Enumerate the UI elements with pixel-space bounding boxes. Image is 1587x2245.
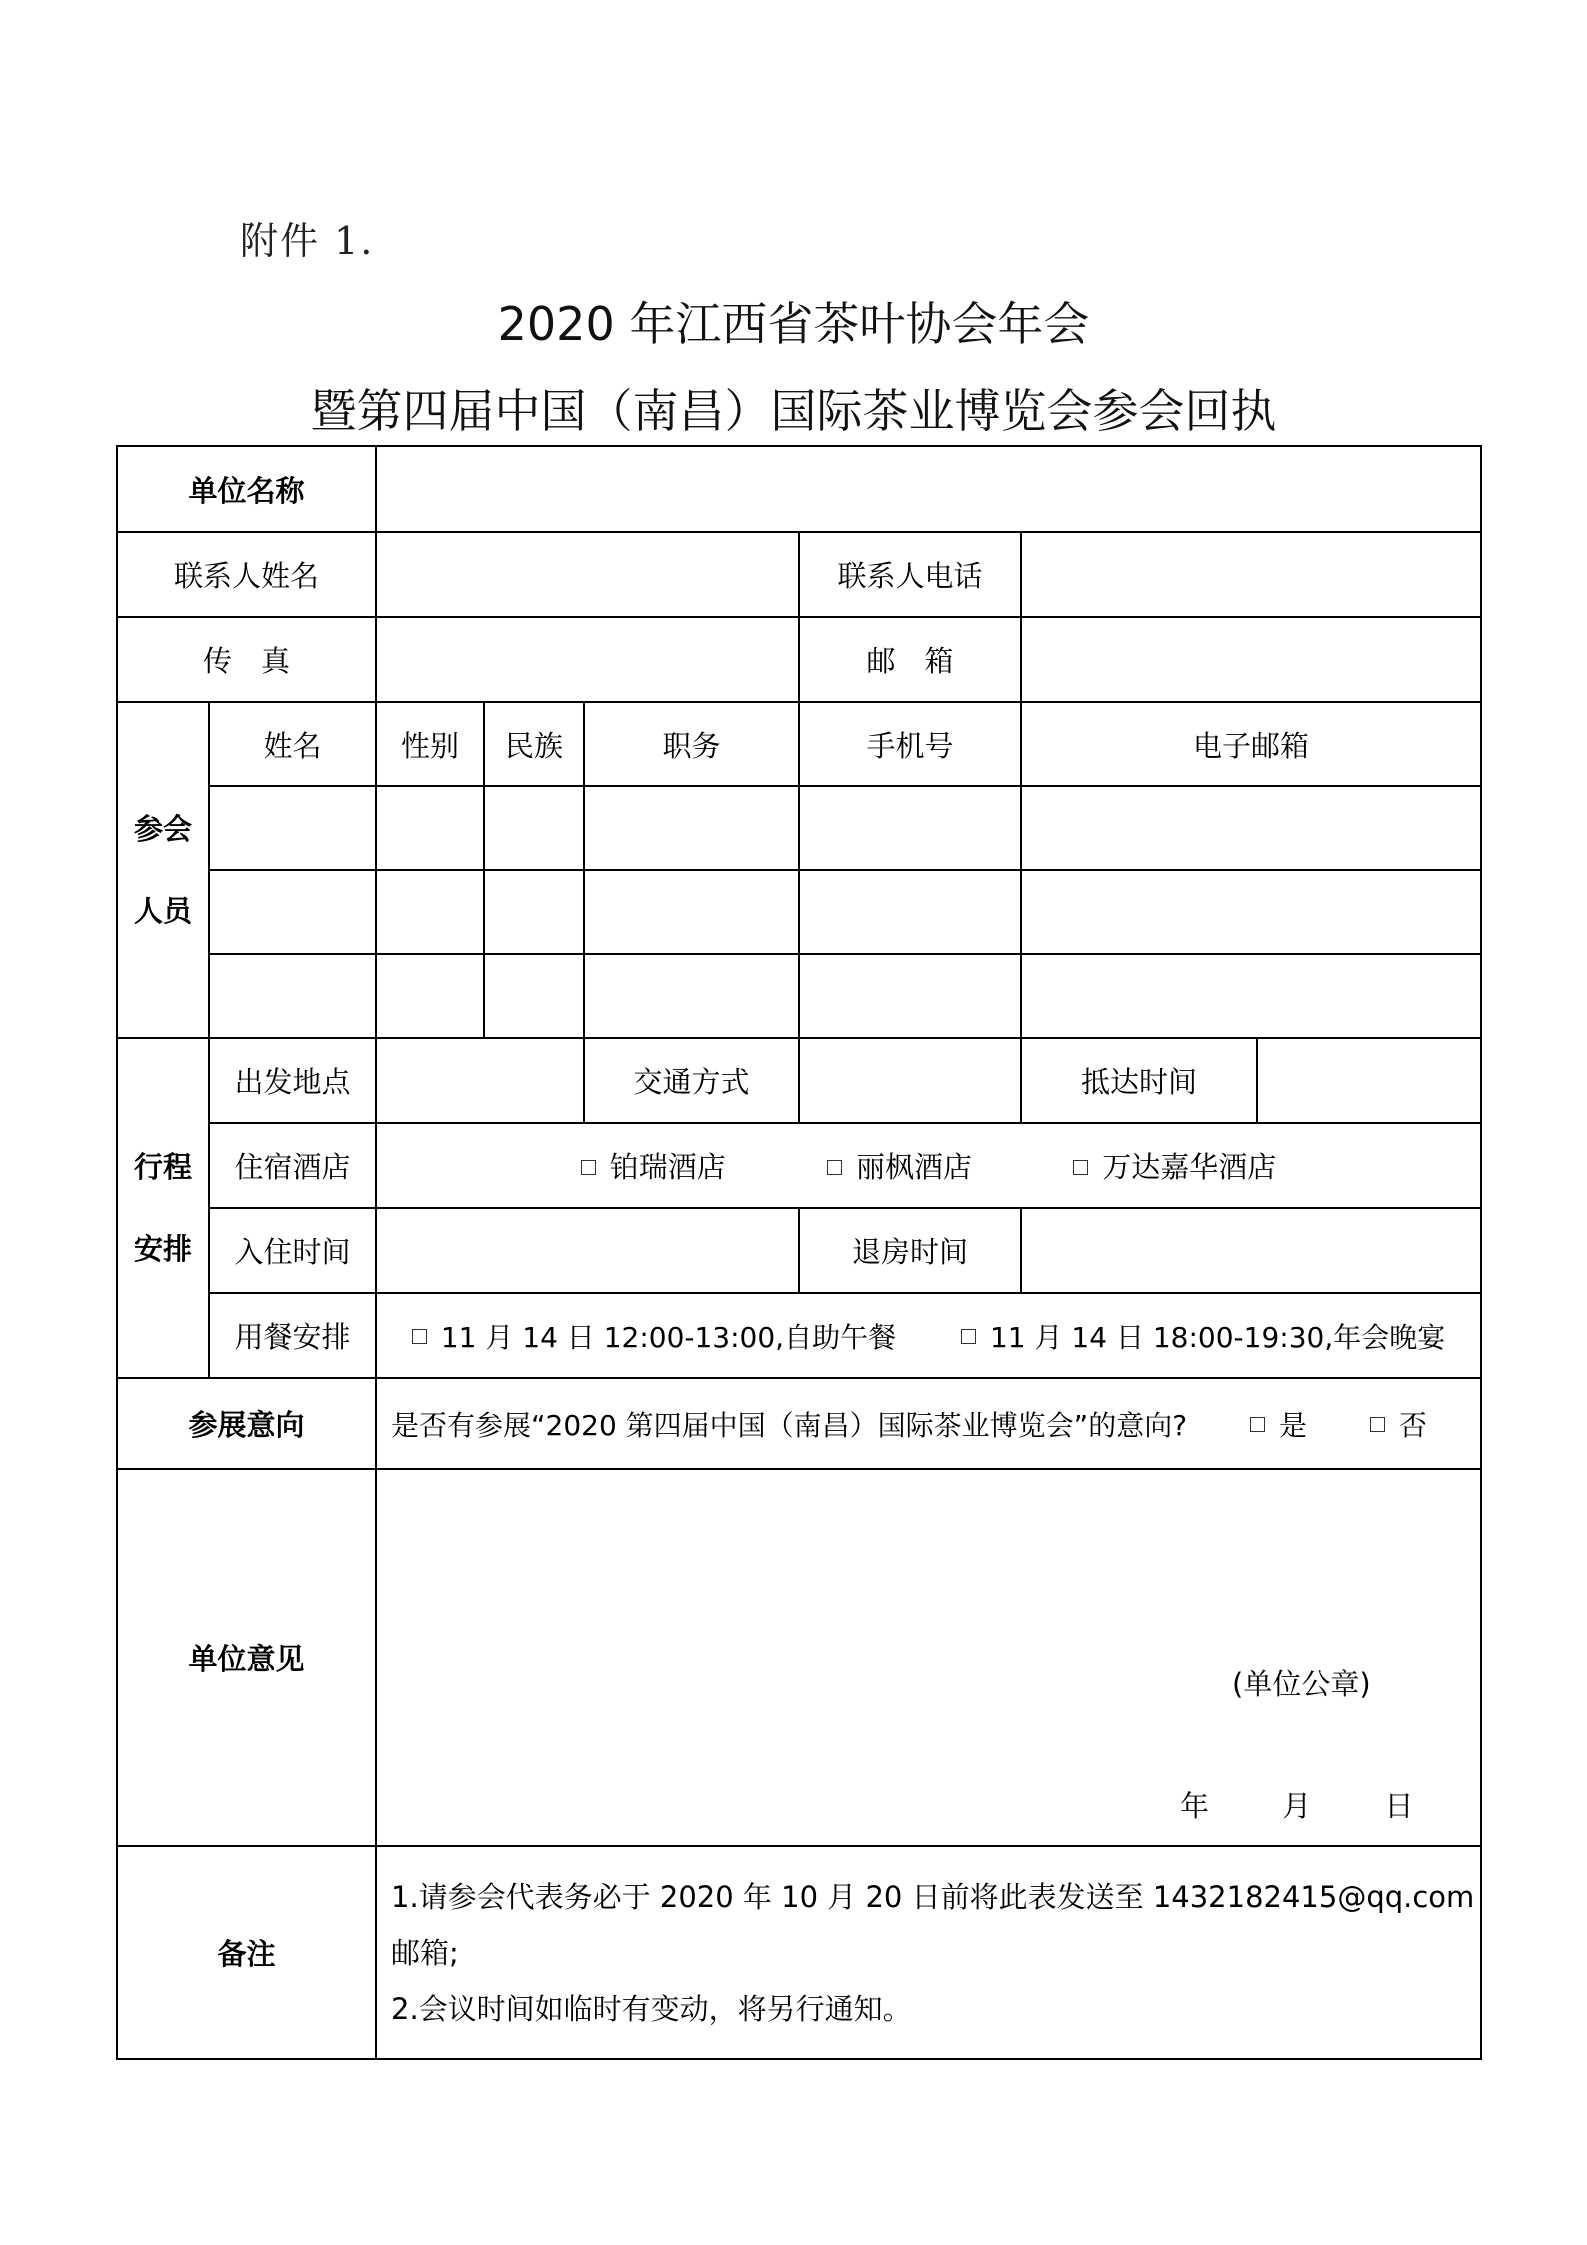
meal-option-dinner[interactable]: 11 月 14 日 18:00-19:30,年会晚宴 [961, 1321, 1445, 1354]
exhibit-question-cell [376, 1378, 1481, 1469]
checkbox[interactable] [1250, 1417, 1265, 1432]
attachment-label: 附件 1. [240, 219, 375, 263]
hotel-label: 住宿酒店 [209, 1123, 376, 1208]
itinerary-label-line2: 安排 [133, 1232, 192, 1266]
opinion-label: 单位意见 [117, 1469, 376, 1846]
checkin-label: 入住时间 [209, 1208, 376, 1293]
remark-line-1: 1.请参会代表务必于 2020 年 10 月 20 日前将此表发送至 1432182415@qq.com 邮箱; [391, 1879, 1475, 1970]
title-line-2: 暨第四届中国（南昌）国际茶业博览会参会回执 [310, 384, 1277, 438]
remark-line-2: 2.会议时间如临时有变动，将另行通知。 [391, 1991, 912, 2026]
attendee-gender-cell[interactable] [376, 954, 484, 1038]
attendee-gender-cell[interactable] [376, 786, 484, 870]
checkout-field[interactable] [1021, 1208, 1481, 1293]
checkbox[interactable] [1370, 1417, 1385, 1432]
attendee-name-cell[interactable] [209, 870, 376, 954]
fax-field[interactable] [376, 617, 799, 702]
attendee-mobile-cell[interactable] [799, 954, 1021, 1038]
header-email: 电子邮箱 [1021, 702, 1481, 786]
attendee-ethnicity-cell[interactable] [484, 870, 584, 954]
attendee-name-cell[interactable] [209, 954, 376, 1038]
departure-label: 出发地点 [209, 1038, 376, 1123]
attendee-position-cell[interactable] [584, 786, 799, 870]
contact-phone-field[interactable] [1021, 532, 1481, 617]
header-name: 姓名 [209, 702, 376, 786]
attendees-label-line1: 参会 [133, 812, 192, 846]
remarks-label: 备注 [117, 1846, 376, 2059]
day-label: 日 [1384, 1789, 1414, 1823]
transport-field[interactable] [799, 1038, 1021, 1123]
transport-label: 交通方式 [584, 1038, 799, 1123]
attendee-ethnicity-cell[interactable] [484, 786, 584, 870]
attendee-row [117, 954, 1481, 1038]
checkbox[interactable] [412, 1329, 427, 1344]
attendee-gender-cell[interactable] [376, 870, 484, 954]
exhibit-label: 参展意向 [117, 1378, 376, 1469]
checkbox[interactable] [1073, 1160, 1088, 1175]
unit-seal-label: (单位公章) [1232, 1667, 1371, 1701]
opinion-field[interactable] [376, 1469, 1481, 1846]
email-field[interactable] [1021, 617, 1481, 702]
checkbox[interactable] [827, 1160, 842, 1175]
attendee-name-cell[interactable] [209, 786, 376, 870]
attendee-row [117, 870, 1481, 954]
contact-phone-label: 联系人电话 [799, 532, 1021, 617]
attendee-email-cell[interactable] [1021, 954, 1481, 1038]
exhibit-no-option[interactable]: 否 [1370, 1409, 1427, 1442]
fax-label: 传 真 [117, 617, 376, 702]
checkbox[interactable] [581, 1160, 596, 1175]
exhibit-yes-option[interactable]: 是 [1250, 1409, 1307, 1442]
contact-name-field[interactable] [376, 532, 799, 617]
hotel-option-2[interactable]: 丽枫酒店 [827, 1150, 972, 1184]
header-mobile: 手机号 [799, 702, 1021, 786]
year-label: 年 [1180, 1789, 1210, 1823]
hotel-options [376, 1123, 1481, 1208]
attendee-position-cell[interactable] [584, 870, 799, 954]
attendee-mobile-cell[interactable] [799, 786, 1021, 870]
header-ethnicity: 民族 [484, 702, 584, 786]
meal-options [376, 1293, 1481, 1378]
checkout-label: 退房时间 [799, 1208, 1021, 1293]
arrival-label: 抵达时间 [1021, 1038, 1257, 1123]
exhibit-question: 是否有参展“2020 第四届中国（南昌）国际茶业博览会”的意向? [391, 1408, 1188, 1442]
itinerary-label-line1: 行程 [133, 1150, 192, 1184]
attendees-section-label [117, 702, 209, 1038]
registration-form-table [116, 445, 1482, 2060]
header-position: 职务 [584, 702, 799, 786]
arrival-field[interactable] [1257, 1038, 1481, 1123]
attendee-row [117, 786, 1481, 870]
contact-name-label: 联系人姓名 [117, 532, 376, 617]
unit-name-label: 单位名称 [117, 446, 376, 532]
email-label: 邮 箱 [799, 617, 1021, 702]
header-gender: 性别 [376, 702, 484, 786]
title-line-1: 2020 年江西省茶叶协会年会 [497, 297, 1090, 351]
hotel-option-1[interactable]: 铂瑞酒店 [581, 1150, 726, 1184]
attendee-mobile-cell[interactable] [799, 870, 1021, 954]
date-line [1180, 1784, 1413, 1825]
checkbox[interactable] [961, 1329, 976, 1344]
attendee-ethnicity-cell[interactable] [484, 954, 584, 1038]
hotel-option-3[interactable]: 万达嘉华酒店 [1073, 1150, 1276, 1184]
unit-name-field[interactable] [376, 446, 1481, 532]
meal-label: 用餐安排 [209, 1293, 376, 1378]
remarks-cell [376, 1846, 1481, 2059]
itinerary-section-label [117, 1038, 209, 1378]
attendees-label-line2: 人员 [133, 894, 192, 928]
checkin-field[interactable] [376, 1208, 799, 1293]
attendee-position-cell[interactable] [584, 954, 799, 1038]
attendee-email-cell[interactable] [1021, 786, 1481, 870]
attendee-email-cell[interactable] [1021, 870, 1481, 954]
meal-option-lunch[interactable]: 11 月 14 日 12:00-13:00,自助午餐 [412, 1321, 896, 1354]
departure-field[interactable] [376, 1038, 584, 1123]
month-label: 月 [1282, 1789, 1312, 1823]
